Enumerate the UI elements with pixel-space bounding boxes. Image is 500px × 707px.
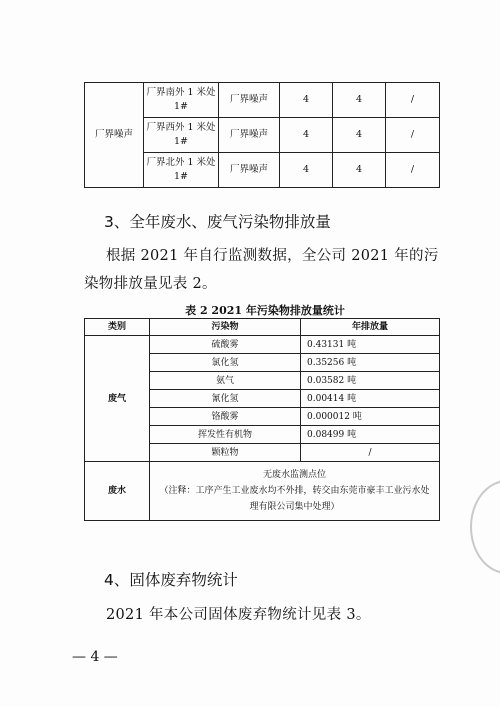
table2-caption: 表 2 2021 年污染物排放量统计 [185, 304, 345, 317]
location-cell: 厂界北外 1 米处 1# [144, 153, 219, 188]
pollutant-cell: 氨气 [150, 372, 301, 390]
amount-cell: 0.000012 吨 [301, 408, 440, 426]
pollutant-cell: 挥发性有机物 [150, 426, 301, 444]
table-row [85, 336, 440, 354]
section4-heading: 4、固体废弃物统计 [104, 571, 238, 589]
amount-cell: 0.00414 吨 [301, 390, 440, 408]
amount-cell: 0.08499 吨 [301, 426, 440, 444]
noise-category-cell: 厂界噪声 [85, 83, 144, 188]
amount-cell: 0.03582 吨 [301, 372, 440, 390]
value-cell: 4 [280, 83, 333, 118]
amount-cell: / [301, 444, 440, 462]
location-cell: 厂界南外 1 米处 1# [144, 83, 219, 118]
pollutant-cell: 铬酸雾 [150, 408, 301, 426]
page-number: — 4 — [72, 649, 118, 665]
water-note-cell [150, 462, 440, 521]
value-cell: / [386, 83, 440, 118]
value-cell: 4 [280, 153, 333, 188]
section4-paragraph: 2021 年本公司固体废弃物统计见表 3。 [106, 607, 371, 623]
header-amount: 年排放量 [301, 319, 440, 336]
pollutant-cell: 硫酸雾 [150, 336, 301, 354]
table-row [85, 83, 440, 118]
value-cell: / [386, 118, 440, 153]
water-note-line2: （注释：工序产生工业废水均不外排，转交由东莞市豪丰工业污水处理有限公司集中处理） [159, 486, 430, 512]
pollutant-cell: 颗粒物 [150, 444, 301, 462]
pollutant-cell: 氰化氢 [150, 390, 301, 408]
section3-heading: 3、全年废水、废气污染物排放量 [104, 213, 331, 231]
amount-cell: 0.35256 吨 [301, 354, 440, 372]
amount-cell: 0.43131 吨 [301, 336, 440, 354]
value-cell: / [386, 153, 440, 188]
table-header-row [85, 319, 440, 336]
value-cell: 4 [280, 118, 333, 153]
seal-stamp [470, 480, 500, 574]
pollutant-cell: 氯化氢 [150, 354, 301, 372]
table-row [85, 462, 440, 521]
noise-table [84, 82, 440, 188]
value-cell: 4 [333, 118, 386, 153]
item-cell: 厂界噪声 [219, 153, 280, 188]
water-category-cell: 废水 [85, 462, 150, 521]
item-cell: 厂界噪声 [219, 83, 280, 118]
emissions-table [84, 318, 440, 521]
header-pollutant: 污染物 [150, 319, 301, 336]
gas-category-cell: 废气 [85, 336, 150, 462]
location-cell: 厂界西外 1 米处 1# [144, 118, 219, 153]
section3-paragraph: 根据 2021 年自行监测数据，全公司 2021 年的污染物排放量见表 2。 [84, 248, 439, 292]
value-cell: 4 [333, 153, 386, 188]
value-cell: 4 [333, 83, 386, 118]
water-note-line1: 无废水监测点位 [262, 470, 326, 480]
header-category: 类别 [85, 319, 150, 336]
item-cell: 厂界噪声 [219, 118, 280, 153]
